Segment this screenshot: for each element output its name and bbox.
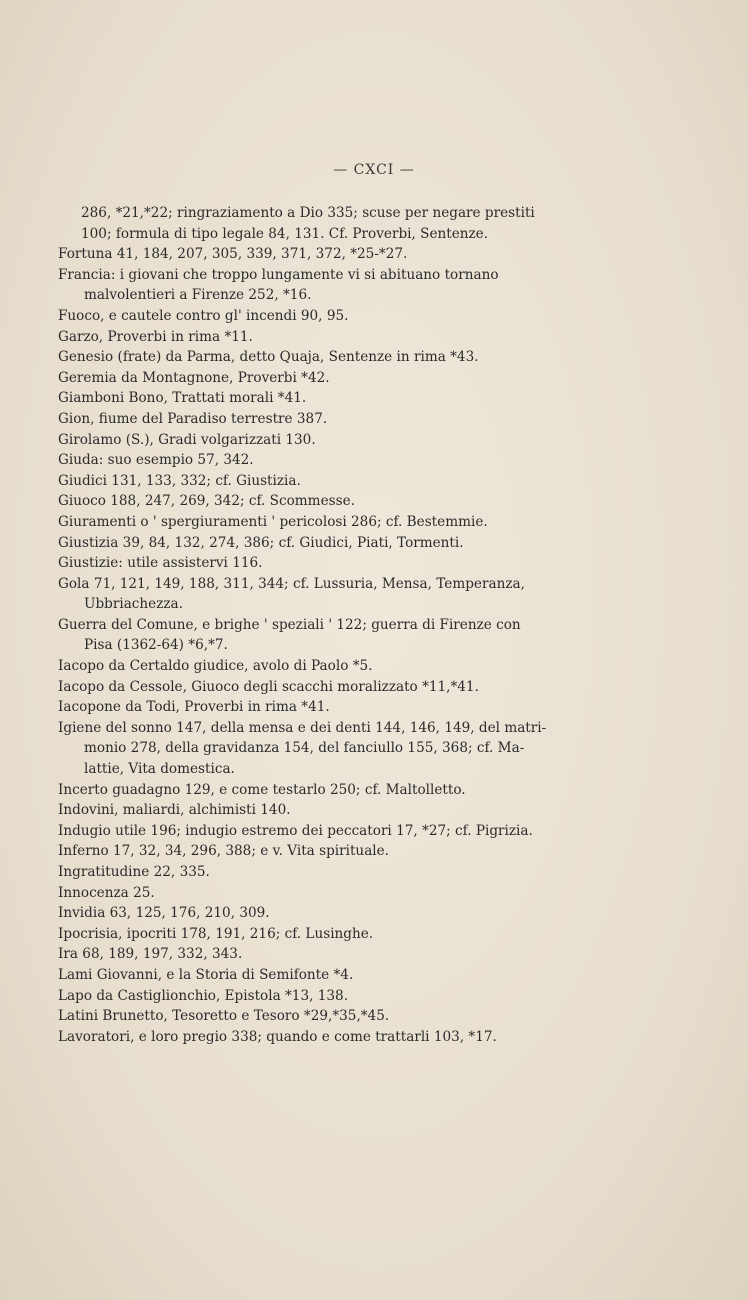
index-entry-line: Giustizia 39, 84, 132, 274, 386; cf. Giudici, Piati, Tormenti.	[58, 534, 464, 551]
index-entry-line: Giuda: suo esempio 57, 342.	[58, 452, 254, 469]
index-entry	[58, 965, 698, 986]
index-entry	[58, 615, 698, 656]
index-entry	[58, 430, 698, 451]
index-entry	[58, 780, 698, 801]
index-entry-line: Giuoco 188, 247, 269, 342; cf. Scommesse.	[58, 493, 355, 510]
index-entry	[58, 491, 698, 512]
index-entry-line: Pisa (1362-64) *6,*7.	[84, 637, 228, 654]
index-entry-line: Ingratitudine 22, 335.	[58, 864, 210, 880]
index-entry-line: Lavoratori, e loro pregio 338; quando e come trattarli 103, *17.	[58, 1028, 497, 1045]
index-entry-line: Girolamo (S.), Gradi volgarizzati 130.	[58, 431, 316, 448]
index-entry-line: 100; formula di tipo legale 84, 131. Cf. Proverbi, Sentenze.	[81, 225, 489, 242]
index-entry	[58, 409, 698, 430]
index-entry	[58, 574, 698, 615]
index-entry-line: Ira 68, 189, 197, 332, 343.	[58, 946, 243, 963]
index-entry	[58, 306, 698, 327]
index-entry	[58, 862, 698, 883]
index-entry-line: Genesio (frate) da Parma, detto Quaja, Sentenze in rima *43.	[58, 349, 479, 366]
index-entry	[58, 841, 698, 862]
index-entry-line: Invidia 63, 125, 176, 210, 309.	[58, 905, 270, 922]
index-entry-line: Giudici 131, 133, 332; cf. Giustizia.	[58, 472, 301, 489]
index-entry-line: Incerto guadagno 129, e come testarlo 250; cf. Maltolletto.	[58, 781, 466, 798]
index-entry	[58, 450, 698, 471]
index-entry	[58, 903, 698, 924]
index-entry	[58, 944, 698, 965]
index-entry-line: Ubbriachezza.	[84, 596, 183, 613]
index-entry	[58, 368, 698, 389]
index-entry	[58, 1006, 698, 1027]
index-entry	[58, 986, 698, 1007]
index-entry	[58, 327, 698, 348]
index-entry	[58, 883, 698, 904]
index-entries	[58, 203, 698, 1047]
index-entry-line: Inferno 17, 32, 34, 296, 388; e v. Vita spirituale.	[58, 843, 390, 860]
page-number: — CXCI —	[333, 162, 415, 178]
index-entry-line: Garzo, Proverbi in rima *11.	[58, 328, 253, 345]
index-entry	[58, 512, 698, 533]
index-entry-line: Iacopone da Todi, Proverbi in rima *41.	[58, 699, 330, 716]
index-entry-line: Iacopo da Certaldo giudice, avolo di Paolo *5.	[58, 658, 373, 675]
index-entry-line: Gola 71, 121, 149, 188, 311, 344; cf. Lussuria, Mensa, Temperanza,	[58, 575, 525, 592]
index-entry-line: Guerra del Comune, e brighe ' speziali ' 122; guerra di Firenze con	[58, 616, 521, 633]
index-entry-line: Geremia da Montagnone, Proverbi *42.	[58, 369, 330, 386]
index-entry	[58, 677, 698, 698]
index-entry	[58, 1027, 698, 1048]
index-entry-line: Lami Giovanni, e la Storia di Semifonte *4.	[58, 966, 354, 983]
index-entry	[58, 203, 698, 244]
index-entry-line: Indovini, maliardi, alchimisti 140.	[58, 802, 291, 819]
index-entry	[58, 244, 698, 265]
index-entry-line: Fortuna 41, 184, 207, 305, 339, 371, 372, *25-*27.	[58, 246, 408, 263]
index-entry	[58, 471, 698, 492]
index-entry	[58, 821, 698, 842]
index-entry	[58, 656, 698, 677]
index-entry	[58, 924, 698, 945]
index-entry	[58, 265, 698, 306]
index-entry	[58, 800, 698, 821]
index-entry	[58, 718, 698, 780]
index-entry	[58, 553, 698, 574]
index-entry	[58, 533, 698, 554]
index-entry-line: Fuoco, e cautele contro gl' incendi 90, 95.	[58, 307, 349, 324]
index-entry-line: Giustizie: utile assistervi 116.	[58, 555, 263, 572]
index-entry	[58, 697, 698, 718]
index-entry-line: Indugio utile 196; indugio estremo dei peccatori 17, *27; cf. Pigrizia.	[58, 822, 533, 839]
index-entry-line: malvolentieri a Firenze 252, *16.	[84, 287, 312, 304]
index-entry-line: Giuramenti o ' spergiuramenti ' pericolosi 286; cf. Bestemmie.	[58, 513, 488, 530]
index-entry-line: Francia: i giovani che troppo lungamente vi si abituano tornano	[58, 266, 499, 283]
index-entry-line: 286, *21,*22; ringraziamento a Dio 335; scuse per negare prestiti	[81, 205, 535, 221]
index-entry-line: Igiene del sonno 147, della mensa e dei denti 144, 146, 149, del matri-	[58, 719, 547, 736]
index-entry-line: Innocenza 25.	[58, 884, 155, 901]
index-entry	[58, 388, 698, 409]
index-entry-line: Ipocrisia, ipocriti 178, 191, 216; cf. Lusinghe.	[58, 925, 374, 942]
index-entry-line: Iacopo da Cessole, Giuoco degli scacchi moralizzato *11,*41.	[58, 678, 479, 695]
index-entry-line: lattie, Vita domestica.	[84, 761, 235, 778]
index-entry-line: Giamboni Bono, Trattati morali *41.	[58, 390, 307, 407]
index-entry-line: monio 278, della gravidanza 154, del fanciullo 155, 368; cf. Ma-	[84, 740, 525, 757]
index-entry-line: Latini Brunetto, Tesoretto e Tesoro *29,*35,*45.	[58, 1008, 390, 1025]
index-entry	[58, 347, 698, 368]
index-entry-line: Lapo da Castiglionchio, Epistola *13, 138.	[58, 987, 349, 1004]
index-entry-line: Gion, fiume del Paradiso terrestre 387.	[58, 410, 328, 427]
